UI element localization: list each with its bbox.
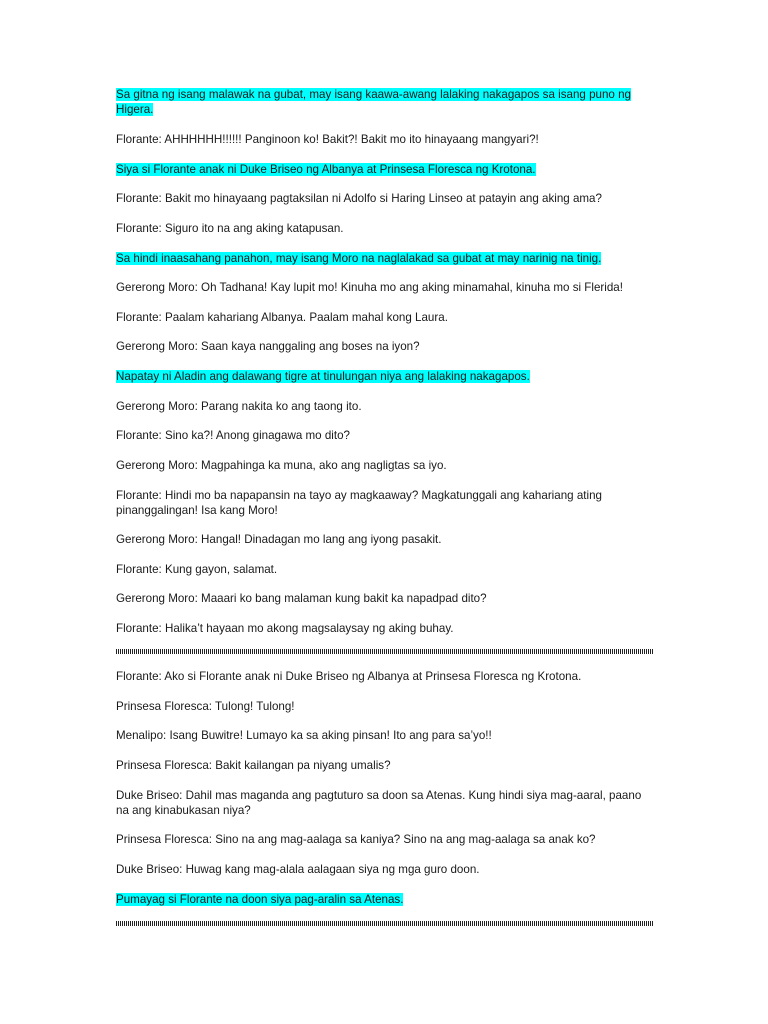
narration-paragraph <box>116 252 656 267</box>
dialogue-line: Gererong Moro: Parang nakita ko ang taong ito. <box>116 400 362 413</box>
dialogue-line: Gererong Moro: Oh Tadhana! Kay lupit mo! Kinuha mo ang aking minamahal, kinuha mo si Flerida! <box>116 281 623 294</box>
dialogue-line: Prinsesa Floresca: Bakit kailangan pa niyang umalis? <box>116 759 391 772</box>
dialogue-line: Florante: Kung gayon, salamat. <box>116 563 278 576</box>
dialogue-line: Florante: Paalam kahariang Albanya. Paalam mahal kong Laura. <box>116 311 448 324</box>
narration-text: Sa hindi inaasahang panahon, may isang Moro na naglalakad sa gubat at may narinig na tinig. <box>116 252 602 265</box>
dialogue-line: Gererong Moro: Maaari ko bang malaman kung bakit ka napadpad dito? <box>116 592 487 605</box>
narration-paragraph <box>116 163 656 178</box>
dialogue-line: Florante: Siguro ito na ang aking katapusan. <box>116 222 344 235</box>
section-divider <box>116 649 653 654</box>
dialogue-line: Prinsesa Floresca: Tulong! Tulong! <box>116 700 295 713</box>
dialogue-line: Florante: AHHHHHH!!!!!! Panginoon ko! Bakit?! Bakit mo ito hinayaang mangyari?! <box>116 133 539 146</box>
dialogue-line: Duke Briseo: Dahil mas maganda ang pagtuturo sa doon sa Atenas. Kung hindi siya mag-aaral, paano na ang kinabukasan niya? <box>116 789 642 817</box>
narration-paragraph <box>116 88 656 117</box>
narration-text: Pumayag si Florante na doon siya pag-aralin sa Atenas. <box>116 893 404 906</box>
dialogue-line: Florante: Hindi mo ba napapansin na tayo ay magkaaway? Magkatunggali ang kahariang ating pinanggalingan! Isa kang Moro! <box>116 489 602 517</box>
dialogue-line: Prinsesa Floresca: Sino na ang mag-aalaga sa kaniya? Sino na ang mag-aalaga sa anak ko? <box>116 833 596 846</box>
dialogue-line: Florante: Ako si Florante anak ni Duke Briseo ng Albanya at Prinsesa Floresca ng Krotona. <box>116 670 582 683</box>
dialogue-line: Menalipo: Isang Buwitre! Lumayo ka sa aking pinsan! Ito ang para sa’yo!! <box>116 729 492 742</box>
dialogue-line: Duke Briseo: Huwag kang mag-alala aalagaan siya ng mga guro doon. <box>116 863 480 876</box>
dialogue-line: Florante: Bakit mo hinayaang pagtaksilan ni Adolfo si Haring Linseo at patayin ang aking ama? <box>116 192 602 205</box>
dialogue-line: Florante: Sino ka?! Anong ginagawa mo dito? <box>116 429 350 442</box>
section-divider <box>116 921 653 926</box>
narration-paragraph <box>116 370 656 385</box>
narration-text: Napatay ni Aladin ang dalawang tigre at tinulungan niya ang lalaking nakagapos. <box>116 370 530 383</box>
narration-text: Siya si Florante anak ni Duke Briseo ng Albanya at Prinsesa Floresca ng Krotona. <box>116 163 536 176</box>
dialogue-line: Gererong Moro: Saan kaya nanggaling ang boses na iyon? <box>116 340 420 353</box>
dialogue-line: Gererong Moro: Magpahinga ka muna, ako ang nagligtas sa iyo. <box>116 459 447 472</box>
narration-text: Sa gitna ng isang malawak na gubat, may isang kaawa-awang lalaking nakagapos sa isang puno ng Higera. <box>116 88 631 116</box>
dialogue-line: Gererong Moro: Hangal! Dinadagan mo lang ang iyong pasakit. <box>116 533 442 546</box>
dialogue-line: Florante: Halika’t hayaan mo akong magsalaysay ng aking buhay. <box>116 622 454 635</box>
narration-paragraph <box>116 893 656 908</box>
